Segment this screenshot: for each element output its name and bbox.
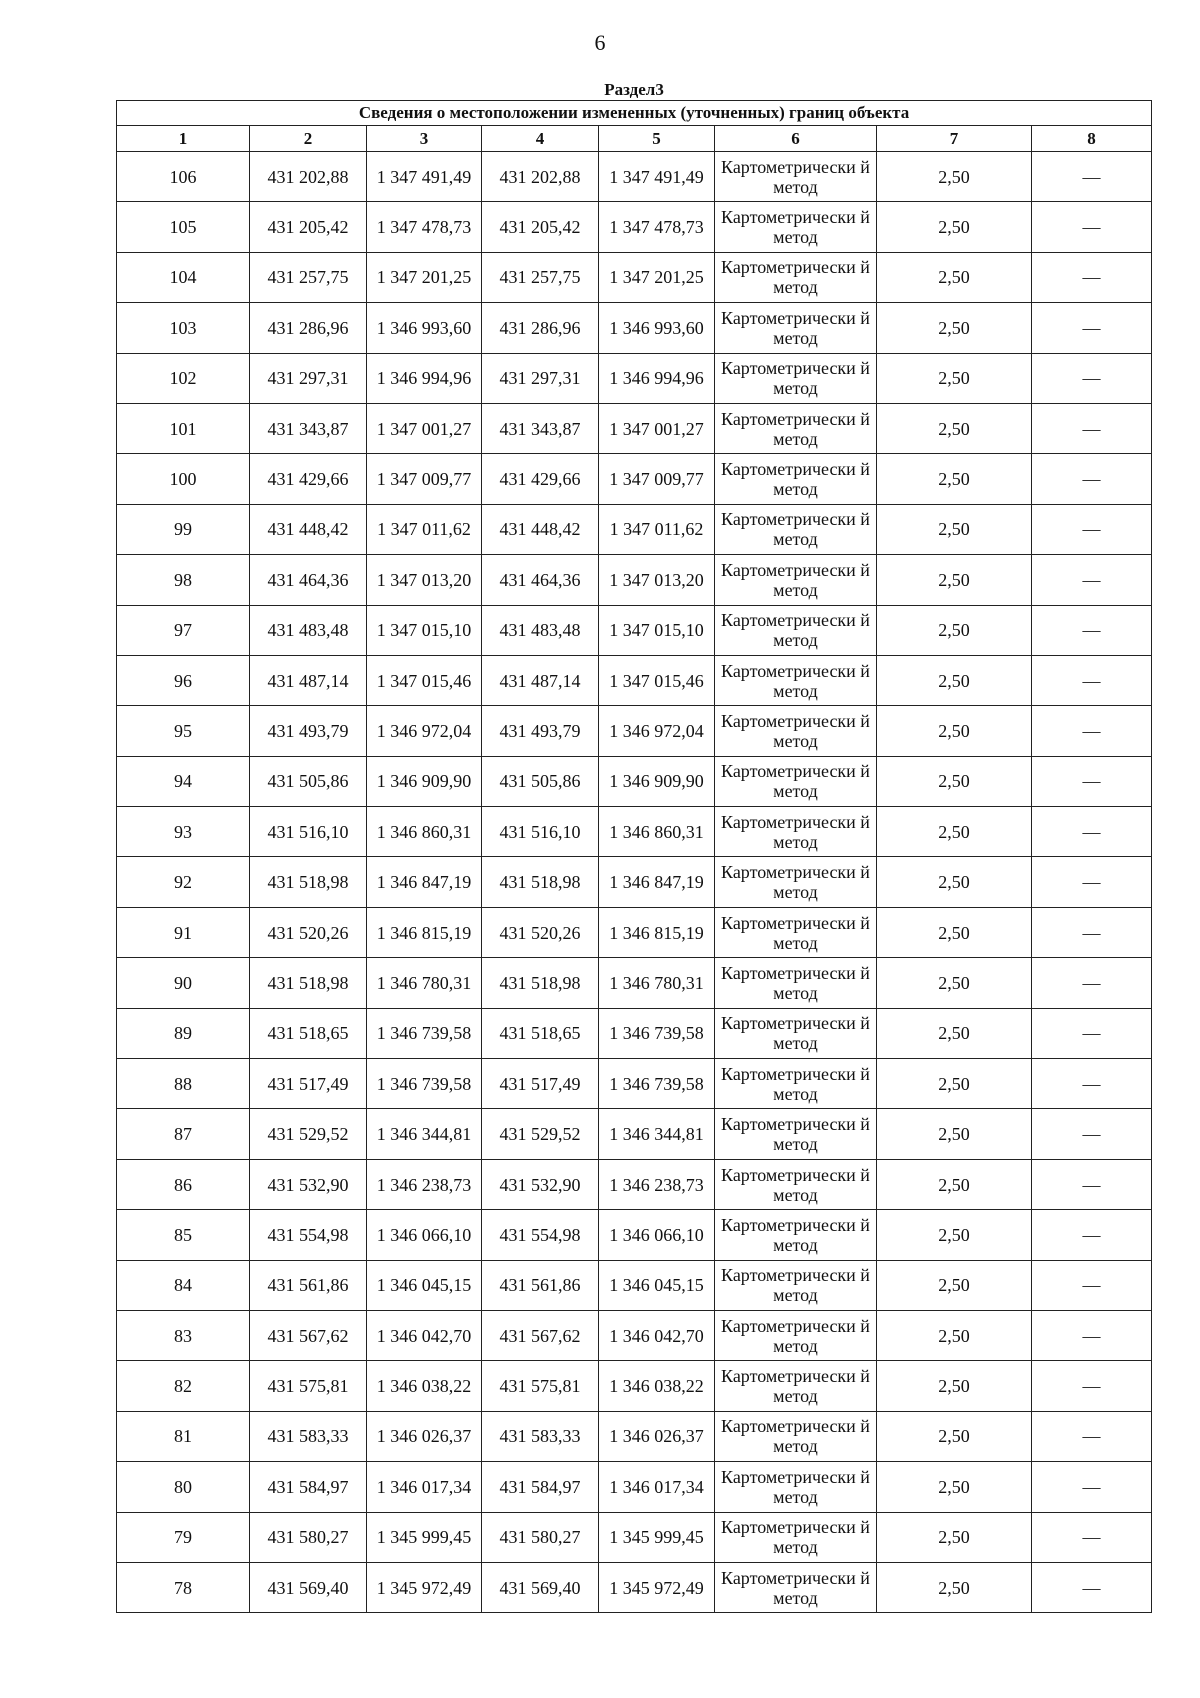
note-cell: — (1032, 857, 1152, 907)
x-coordinate-old-cell: 431 518,65 (250, 1008, 367, 1058)
note-cell: — (1032, 303, 1152, 353)
point-number-cell: 96 (117, 655, 250, 705)
column-number-row (117, 126, 1152, 152)
x-coordinate-new-cell: 431 518,98 (482, 958, 599, 1008)
x-coordinate-new-cell: 431 257,75 (482, 252, 599, 302)
accuracy-cell: 2,50 (877, 303, 1032, 353)
accuracy-cell: 2,50 (877, 605, 1032, 655)
determination-method-cell: Картометрически й метод (715, 907, 877, 957)
x-coordinate-old-cell: 431 483,48 (250, 605, 367, 655)
section-title: Раздел3 (604, 80, 664, 99)
y-coordinate-old-cell: 1 347 015,10 (367, 605, 482, 655)
note-cell: — (1032, 403, 1152, 453)
determination-method-cell: Картометрически й метод (715, 1109, 877, 1159)
accuracy-cell: 2,50 (877, 1512, 1032, 1562)
y-coordinate-new-cell: 1 346 909,90 (599, 756, 715, 806)
column-number-8: 8 (1032, 126, 1152, 152)
y-coordinate-old-cell: 1 347 478,73 (367, 202, 482, 252)
accuracy-cell: 2,50 (877, 1562, 1032, 1612)
determination-method-cell: Картометрически й метод (715, 1008, 877, 1058)
note-cell: — (1032, 958, 1152, 1008)
accuracy-cell: 2,50 (877, 1411, 1032, 1461)
point-number-cell: 88 (117, 1059, 250, 1109)
determination-method-cell: Картометрически й метод (715, 1562, 877, 1612)
note-cell: — (1032, 605, 1152, 655)
point-number-cell: 94 (117, 756, 250, 806)
note-cell: — (1032, 252, 1152, 302)
y-coordinate-old-cell: 1 345 972,49 (367, 1562, 482, 1612)
table-row (117, 706, 1152, 756)
x-coordinate-old-cell: 431 584,97 (250, 1462, 367, 1512)
point-number-cell: 99 (117, 504, 250, 554)
determination-method-cell: Картометрически й метод (715, 403, 877, 453)
accuracy-cell: 2,50 (877, 1109, 1032, 1159)
table-row (117, 807, 1152, 857)
table-body (117, 152, 1152, 1613)
y-coordinate-new-cell: 1 345 999,45 (599, 1512, 715, 1562)
accuracy-cell: 2,50 (877, 1159, 1032, 1209)
point-number-cell: 87 (117, 1109, 250, 1159)
table-row (117, 353, 1152, 403)
x-coordinate-old-cell: 431 567,62 (250, 1310, 367, 1360)
x-coordinate-new-cell: 431 532,90 (482, 1159, 599, 1209)
y-coordinate-old-cell: 1 346 815,19 (367, 907, 482, 957)
x-coordinate-old-cell: 431 464,36 (250, 555, 367, 605)
point-number-cell: 83 (117, 1310, 250, 1360)
note-cell: — (1032, 1411, 1152, 1461)
y-coordinate-old-cell: 1 346 739,58 (367, 1008, 482, 1058)
x-coordinate-new-cell: 431 580,27 (482, 1512, 599, 1562)
table-row (117, 1159, 1152, 1209)
y-coordinate-old-cell: 1 347 009,77 (367, 454, 482, 504)
determination-method-cell: Картометрически й метод (715, 1512, 877, 1562)
x-coordinate-new-cell: 431 529,52 (482, 1109, 599, 1159)
accuracy-cell: 2,50 (877, 152, 1032, 202)
accuracy-cell: 2,50 (877, 907, 1032, 957)
x-coordinate-new-cell: 431 567,62 (482, 1310, 599, 1360)
y-coordinate-old-cell: 1 346 026,37 (367, 1411, 482, 1461)
x-coordinate-new-cell: 431 575,81 (482, 1361, 599, 1411)
determination-method-cell: Картометрически й метод (715, 807, 877, 857)
note-cell: — (1032, 504, 1152, 554)
accuracy-cell: 2,50 (877, 403, 1032, 453)
x-coordinate-new-cell: 431 554,98 (482, 1210, 599, 1260)
note-cell: — (1032, 1512, 1152, 1562)
x-coordinate-old-cell: 431 518,98 (250, 958, 367, 1008)
y-coordinate-old-cell: 1 346 780,31 (367, 958, 482, 1008)
x-coordinate-old-cell: 431 257,75 (250, 252, 367, 302)
table-row (117, 1310, 1152, 1360)
note-cell: — (1032, 454, 1152, 504)
determination-method-cell: Картометрически й метод (715, 1462, 877, 1512)
y-coordinate-new-cell: 1 346 780,31 (599, 958, 715, 1008)
accuracy-cell: 2,50 (877, 353, 1032, 403)
table-row (117, 454, 1152, 504)
x-coordinate-old-cell: 431 205,42 (250, 202, 367, 252)
y-coordinate-new-cell: 1 346 847,19 (599, 857, 715, 907)
table-row (117, 756, 1152, 806)
determination-method-cell: Картометрически й метод (715, 1059, 877, 1109)
determination-method-cell: Картометрически й метод (715, 353, 877, 403)
y-coordinate-new-cell: 1 346 993,60 (599, 303, 715, 353)
x-coordinate-old-cell: 431 429,66 (250, 454, 367, 504)
table-row (117, 857, 1152, 907)
x-coordinate-new-cell: 431 297,31 (482, 353, 599, 403)
column-number-3: 3 (367, 126, 482, 152)
accuracy-cell: 2,50 (877, 1310, 1032, 1360)
x-coordinate-new-cell: 431 518,65 (482, 1008, 599, 1058)
x-coordinate-old-cell: 431 297,31 (250, 353, 367, 403)
determination-method-cell: Картометрически й метод (715, 1260, 877, 1310)
y-coordinate-old-cell: 1 346 045,15 (367, 1260, 482, 1310)
x-coordinate-new-cell: 431 429,66 (482, 454, 599, 504)
table-row (117, 1059, 1152, 1109)
y-coordinate-old-cell: 1 346 017,34 (367, 1462, 482, 1512)
x-coordinate-old-cell: 431 286,96 (250, 303, 367, 353)
determination-method-cell: Картометрически й метод (715, 1159, 877, 1209)
y-coordinate-new-cell: 1 347 201,25 (599, 252, 715, 302)
note-cell: — (1032, 1210, 1152, 1260)
determination-method-cell: Картометрически й метод (715, 857, 877, 907)
accuracy-cell: 2,50 (877, 504, 1032, 554)
accuracy-cell: 2,50 (877, 1260, 1032, 1310)
x-coordinate-new-cell: 431 505,86 (482, 756, 599, 806)
note-cell: — (1032, 1008, 1152, 1058)
y-coordinate-old-cell: 1 346 860,31 (367, 807, 482, 857)
point-number-cell: 103 (117, 303, 250, 353)
note-cell: — (1032, 807, 1152, 857)
x-coordinate-old-cell: 431 518,98 (250, 857, 367, 907)
determination-method-cell: Картометрически й метод (715, 1411, 877, 1461)
accuracy-cell: 2,50 (877, 454, 1032, 504)
y-coordinate-old-cell: 1 347 491,49 (367, 152, 482, 202)
accuracy-cell: 2,50 (877, 1008, 1032, 1058)
point-number-cell: 84 (117, 1260, 250, 1310)
y-coordinate-new-cell: 1 345 972,49 (599, 1562, 715, 1612)
determination-method-cell: Картометрически й метод (715, 605, 877, 655)
x-coordinate-old-cell: 431 202,88 (250, 152, 367, 202)
y-coordinate-new-cell: 1 346 017,34 (599, 1462, 715, 1512)
determination-method-cell: Картометрически й метод (715, 655, 877, 705)
y-coordinate-new-cell: 1 346 972,04 (599, 706, 715, 756)
x-coordinate-new-cell: 431 516,10 (482, 807, 599, 857)
table-row (117, 1562, 1152, 1612)
table-row (117, 605, 1152, 655)
y-coordinate-old-cell: 1 347 201,25 (367, 252, 482, 302)
table-caption: Сведения о местоположении измененных (уточненных) границ объекта (117, 101, 1152, 126)
x-coordinate-old-cell: 431 580,27 (250, 1512, 367, 1562)
y-coordinate-old-cell: 1 346 993,60 (367, 303, 482, 353)
accuracy-cell: 2,50 (877, 252, 1032, 302)
x-coordinate-new-cell: 431 584,97 (482, 1462, 599, 1512)
note-cell: — (1032, 1260, 1152, 1310)
y-coordinate-old-cell: 1 346 994,96 (367, 353, 482, 403)
accuracy-cell: 2,50 (877, 1210, 1032, 1260)
x-coordinate-new-cell: 431 483,48 (482, 605, 599, 655)
y-coordinate-old-cell: 1 346 847,19 (367, 857, 482, 907)
determination-method-cell: Картометрически й метод (715, 1210, 877, 1260)
note-cell: — (1032, 907, 1152, 957)
x-coordinate-old-cell: 431 493,79 (250, 706, 367, 756)
accuracy-cell: 2,50 (877, 756, 1032, 806)
note-cell: — (1032, 152, 1152, 202)
x-coordinate-new-cell: 431 518,98 (482, 857, 599, 907)
table-row (117, 907, 1152, 957)
y-coordinate-new-cell: 1 346 860,31 (599, 807, 715, 857)
accuracy-cell: 2,50 (877, 958, 1032, 1008)
column-number-4: 4 (482, 126, 599, 152)
point-number-cell: 91 (117, 907, 250, 957)
x-coordinate-old-cell: 431 575,81 (250, 1361, 367, 1411)
y-coordinate-old-cell: 1 347 011,62 (367, 504, 482, 554)
x-coordinate-old-cell: 431 532,90 (250, 1159, 367, 1209)
y-coordinate-new-cell: 1 346 038,22 (599, 1361, 715, 1411)
table-row (117, 152, 1152, 202)
point-number-cell: 97 (117, 605, 250, 655)
accuracy-cell: 2,50 (877, 1059, 1032, 1109)
x-coordinate-old-cell: 431 561,86 (250, 1260, 367, 1310)
column-number-1: 1 (117, 126, 250, 152)
determination-method-cell: Картометрически й метод (715, 454, 877, 504)
table-row (117, 1512, 1152, 1562)
table-row (117, 504, 1152, 554)
y-coordinate-new-cell: 1 347 009,77 (599, 454, 715, 504)
y-coordinate-new-cell: 1 347 001,27 (599, 403, 715, 453)
y-coordinate-new-cell: 1 346 238,73 (599, 1159, 715, 1209)
note-cell: — (1032, 1310, 1152, 1360)
boundary-table (116, 80, 1152, 1613)
x-coordinate-new-cell: 431 448,42 (482, 504, 599, 554)
column-number-5: 5 (599, 126, 715, 152)
table-row (117, 655, 1152, 705)
note-cell: — (1032, 1059, 1152, 1109)
y-coordinate-new-cell: 1 347 491,49 (599, 152, 715, 202)
determination-method-cell: Картометрически й метод (715, 1310, 877, 1360)
y-coordinate-new-cell: 1 346 815,19 (599, 907, 715, 957)
x-coordinate-new-cell: 431 487,14 (482, 655, 599, 705)
y-coordinate-old-cell: 1 346 042,70 (367, 1310, 482, 1360)
x-coordinate-old-cell: 431 487,14 (250, 655, 367, 705)
x-coordinate-new-cell: 431 205,42 (482, 202, 599, 252)
x-coordinate-old-cell: 431 505,86 (250, 756, 367, 806)
point-number-cell: 81 (117, 1411, 250, 1461)
table-row (117, 1462, 1152, 1512)
y-coordinate-new-cell: 1 346 739,58 (599, 1059, 715, 1109)
point-number-cell: 100 (117, 454, 250, 504)
point-number-cell: 106 (117, 152, 250, 202)
y-coordinate-old-cell: 1 347 001,27 (367, 403, 482, 453)
x-coordinate-old-cell: 431 569,40 (250, 1562, 367, 1612)
point-number-cell: 85 (117, 1210, 250, 1260)
y-coordinate-new-cell: 1 347 015,46 (599, 655, 715, 705)
note-cell: — (1032, 555, 1152, 605)
column-number-2: 2 (250, 126, 367, 152)
x-coordinate-old-cell: 431 554,98 (250, 1210, 367, 1260)
note-cell: — (1032, 202, 1152, 252)
x-coordinate-new-cell: 431 202,88 (482, 152, 599, 202)
point-number-cell: 92 (117, 857, 250, 907)
y-coordinate-new-cell: 1 346 739,58 (599, 1008, 715, 1058)
note-cell: — (1032, 1159, 1152, 1209)
table-row (117, 202, 1152, 252)
x-coordinate-old-cell: 431 343,87 (250, 403, 367, 453)
x-coordinate-new-cell: 431 569,40 (482, 1562, 599, 1612)
point-number-cell: 90 (117, 958, 250, 1008)
y-coordinate-old-cell: 1 345 999,45 (367, 1512, 482, 1562)
determination-method-cell: Картометрически й метод (715, 1361, 877, 1411)
table-row (117, 1260, 1152, 1310)
point-number-cell: 102 (117, 353, 250, 403)
y-coordinate-new-cell: 1 346 344,81 (599, 1109, 715, 1159)
y-coordinate-new-cell: 1 346 045,15 (599, 1260, 715, 1310)
point-number-cell: 104 (117, 252, 250, 302)
y-coordinate-old-cell: 1 346 344,81 (367, 1109, 482, 1159)
y-coordinate-old-cell: 1 346 066,10 (367, 1210, 482, 1260)
point-number-cell: 82 (117, 1361, 250, 1411)
determination-method-cell: Картометрически й метод (715, 202, 877, 252)
determination-method-cell: Картометрически й метод (715, 303, 877, 353)
x-coordinate-new-cell: 431 343,87 (482, 403, 599, 453)
table-row (117, 1210, 1152, 1260)
accuracy-cell: 2,50 (877, 807, 1032, 857)
y-coordinate-old-cell: 1 347 013,20 (367, 555, 482, 605)
y-coordinate-new-cell: 1 347 015,10 (599, 605, 715, 655)
y-coordinate-new-cell: 1 347 478,73 (599, 202, 715, 252)
note-cell: — (1032, 1361, 1152, 1411)
point-number-cell: 98 (117, 555, 250, 605)
y-coordinate-old-cell: 1 346 238,73 (367, 1159, 482, 1209)
column-number-7: 7 (877, 126, 1032, 152)
determination-method-cell: Картометрически й метод (715, 252, 877, 302)
accuracy-cell: 2,50 (877, 1361, 1032, 1411)
note-cell: — (1032, 1562, 1152, 1612)
accuracy-cell: 2,50 (877, 857, 1032, 907)
y-coordinate-old-cell: 1 347 015,46 (367, 655, 482, 705)
point-number-cell: 95 (117, 706, 250, 756)
note-cell: — (1032, 353, 1152, 403)
y-coordinate-new-cell: 1 346 042,70 (599, 1310, 715, 1360)
note-cell: — (1032, 706, 1152, 756)
y-coordinate-old-cell: 1 346 972,04 (367, 706, 482, 756)
x-coordinate-new-cell: 431 583,33 (482, 1411, 599, 1461)
determination-method-cell: Картометрически й метод (715, 504, 877, 554)
accuracy-cell: 2,50 (877, 706, 1032, 756)
x-coordinate-old-cell: 431 517,49 (250, 1059, 367, 1109)
determination-method-cell: Картометрически й метод (715, 706, 877, 756)
note-cell: — (1032, 655, 1152, 705)
x-coordinate-new-cell: 431 561,86 (482, 1260, 599, 1310)
table-row (117, 303, 1152, 353)
y-coordinate-old-cell: 1 346 038,22 (367, 1361, 482, 1411)
x-coordinate-new-cell: 431 517,49 (482, 1059, 599, 1109)
accuracy-cell: 2,50 (877, 555, 1032, 605)
x-coordinate-new-cell: 431 493,79 (482, 706, 599, 756)
point-number-cell: 105 (117, 202, 250, 252)
y-coordinate-new-cell: 1 347 011,62 (599, 504, 715, 554)
table-row (117, 1008, 1152, 1058)
note-cell: — (1032, 1109, 1152, 1159)
note-cell: — (1032, 756, 1152, 806)
column-number-6: 6 (715, 126, 877, 152)
point-number-cell: 80 (117, 1462, 250, 1512)
determination-method-cell: Картометрически й метод (715, 152, 877, 202)
table-row (117, 1411, 1152, 1461)
point-number-cell: 93 (117, 807, 250, 857)
accuracy-cell: 2,50 (877, 655, 1032, 705)
y-coordinate-old-cell: 1 346 739,58 (367, 1059, 482, 1109)
point-number-cell: 86 (117, 1159, 250, 1209)
table-row (117, 1109, 1152, 1159)
point-number-cell: 89 (117, 1008, 250, 1058)
x-coordinate-old-cell: 431 448,42 (250, 504, 367, 554)
y-coordinate-new-cell: 1 346 994,96 (599, 353, 715, 403)
table-row (117, 555, 1152, 605)
x-coordinate-old-cell: 431 583,33 (250, 1411, 367, 1461)
page-number: 6 (594, 30, 606, 55)
table-row (117, 1361, 1152, 1411)
y-coordinate-new-cell: 1 346 066,10 (599, 1210, 715, 1260)
x-coordinate-old-cell: 431 529,52 (250, 1109, 367, 1159)
table-row (117, 252, 1152, 302)
determination-method-cell: Картометрически й метод (715, 756, 877, 806)
x-coordinate-new-cell: 431 520,26 (482, 907, 599, 957)
accuracy-cell: 2,50 (877, 1462, 1032, 1512)
point-number-cell: 101 (117, 403, 250, 453)
y-coordinate-new-cell: 1 347 013,20 (599, 555, 715, 605)
determination-method-cell: Картометрически й метод (715, 555, 877, 605)
determination-method-cell: Картометрически й метод (715, 958, 877, 1008)
x-coordinate-old-cell: 431 516,10 (250, 807, 367, 857)
x-coordinate-new-cell: 431 286,96 (482, 303, 599, 353)
table-row (117, 403, 1152, 453)
point-number-cell: 78 (117, 1562, 250, 1612)
y-coordinate-new-cell: 1 346 026,37 (599, 1411, 715, 1461)
x-coordinate-old-cell: 431 520,26 (250, 907, 367, 957)
table-row (117, 958, 1152, 1008)
x-coordinate-new-cell: 431 464,36 (482, 555, 599, 605)
point-number-cell: 79 (117, 1512, 250, 1562)
note-cell: — (1032, 1462, 1152, 1512)
accuracy-cell: 2,50 (877, 202, 1032, 252)
y-coordinate-old-cell: 1 346 909,90 (367, 756, 482, 806)
